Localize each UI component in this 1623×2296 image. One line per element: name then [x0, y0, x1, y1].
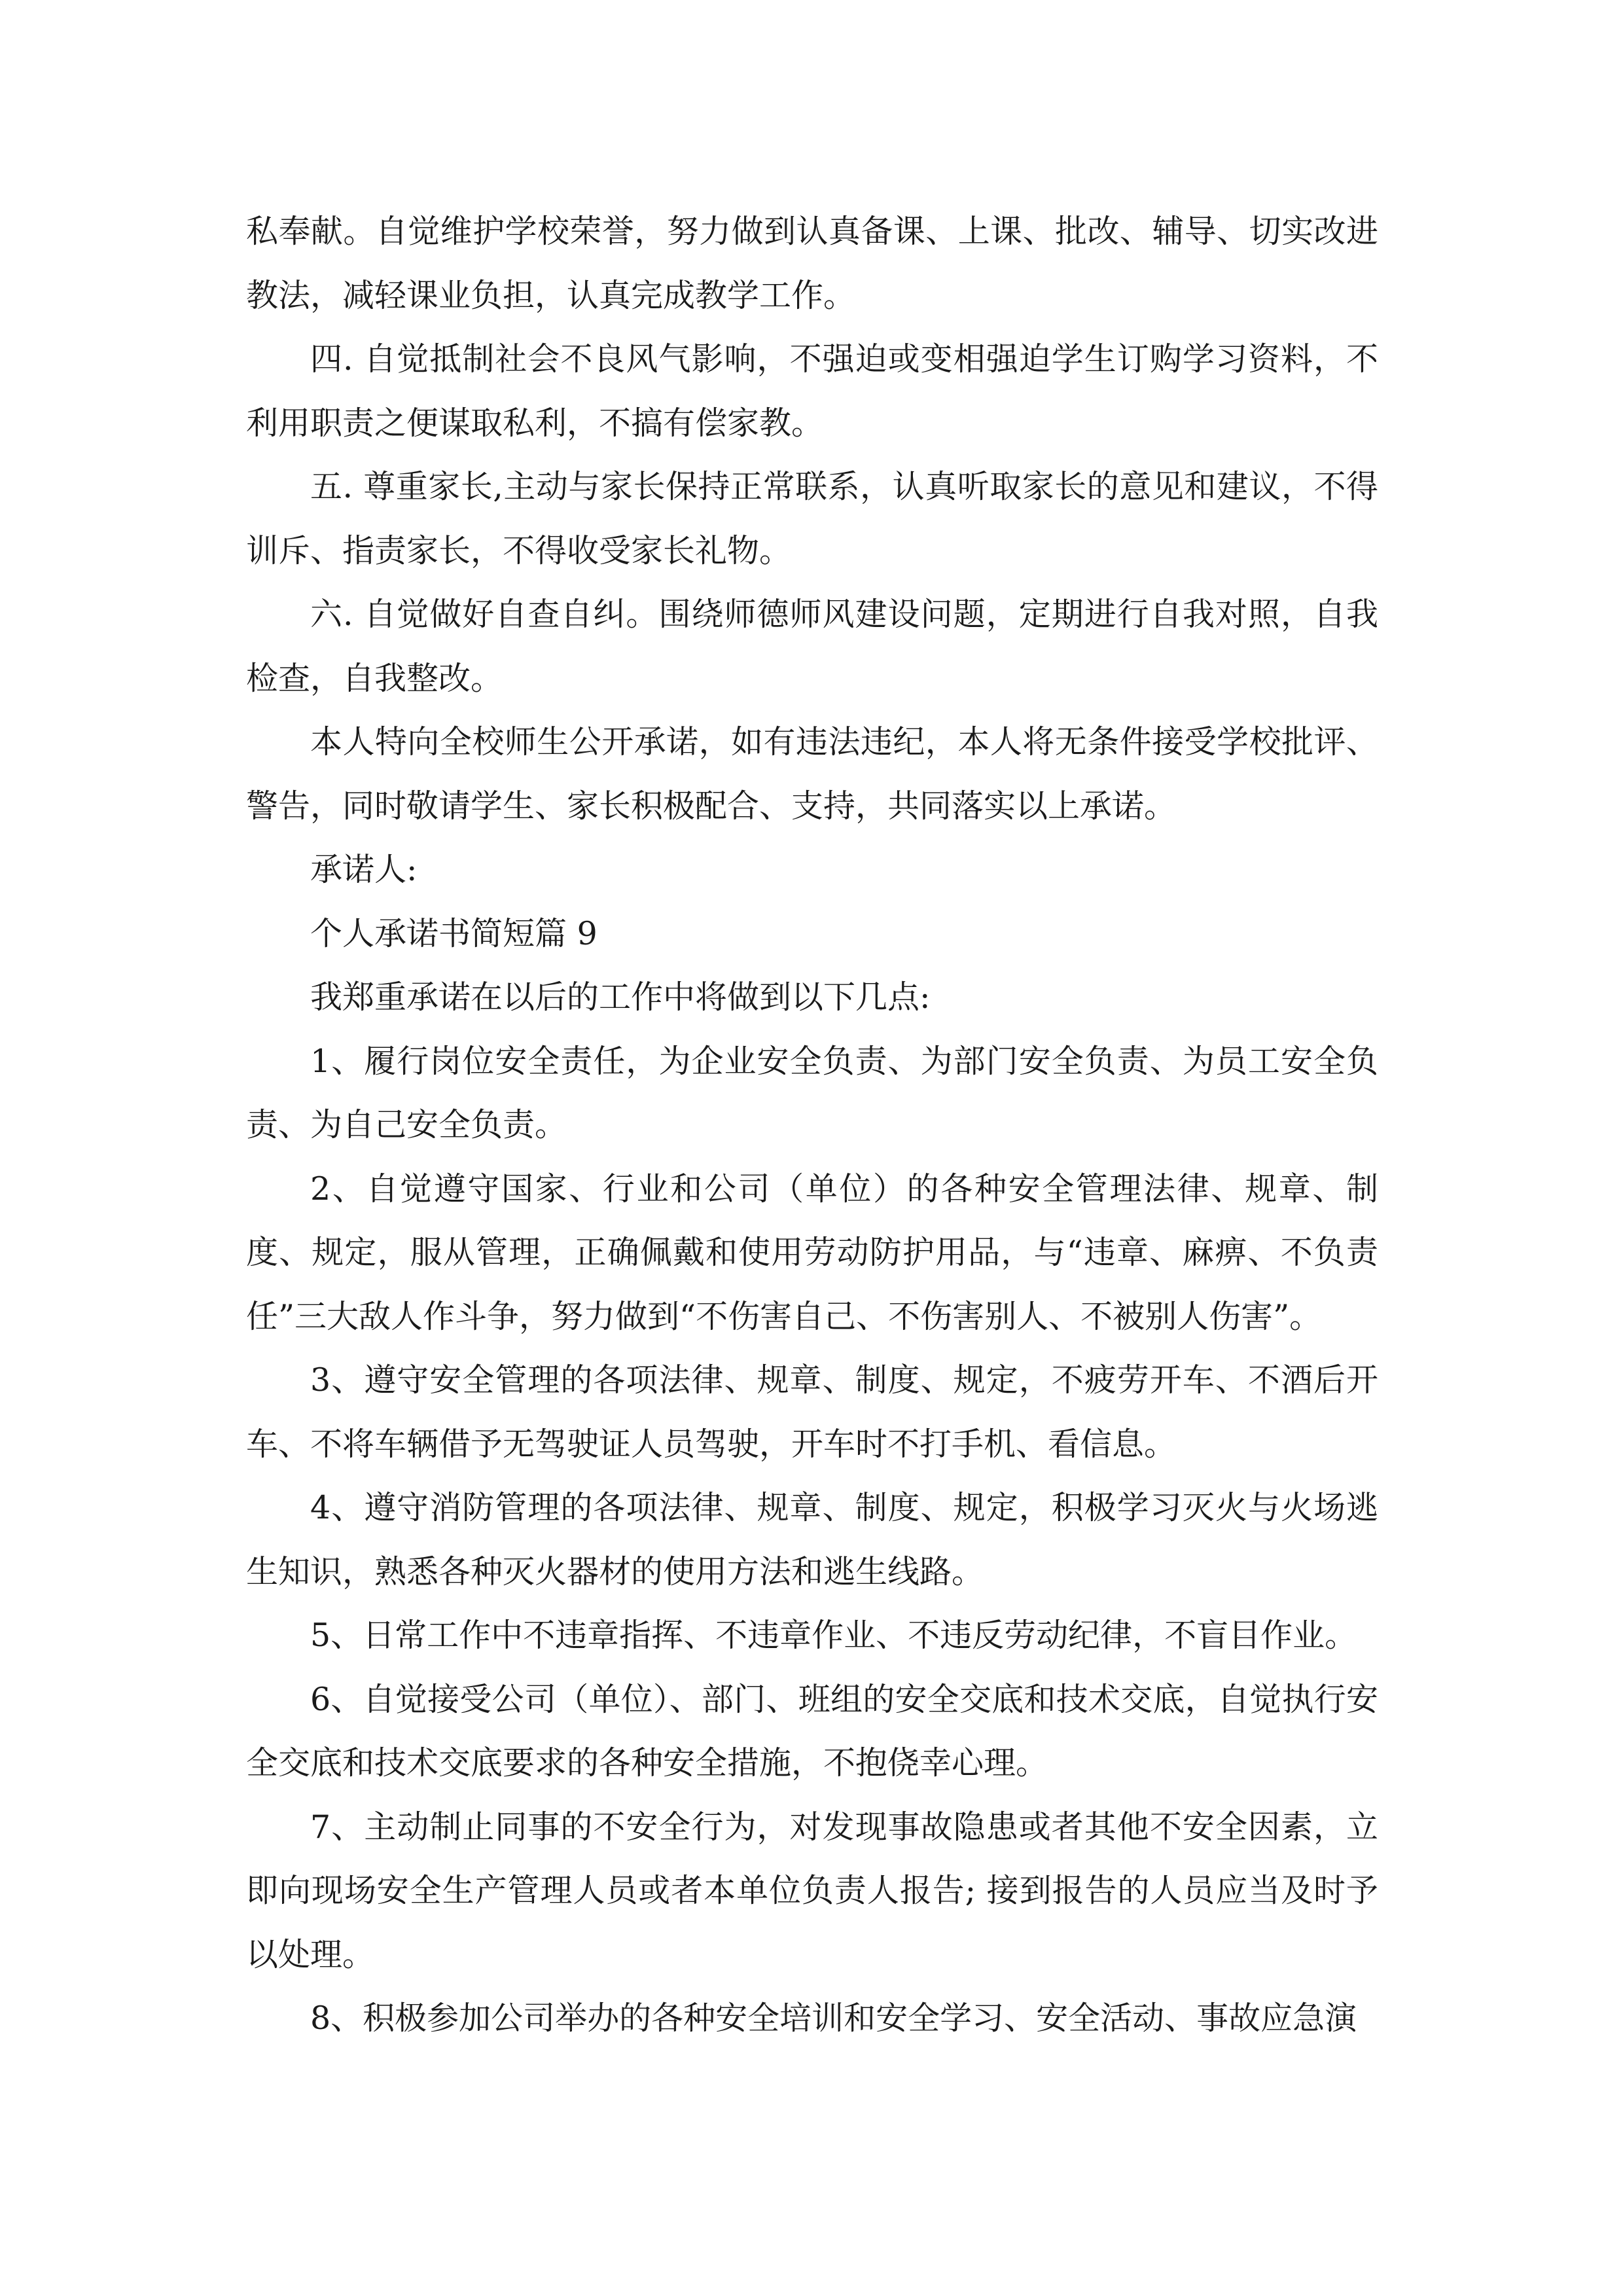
list-item-5: 5、日常工作中不违章指挥、不违章作业、不违反劳动纪律，不盲目作业。	[310, 1617, 1357, 1654]
list-item-6: 6、自觉接受公司（单位）、部门、班组的安全交底和技术交底，自觉执行安全交底和技术交底要求的各种安全措施，不抱侥幸心理。	[246, 1680, 1378, 1782]
paragraph-continuation: 私奉献。自觉维护学校荣誉，努力做到认真备课、上课、批改、辅导、切实改进教法，减轻课业负担，认真完成教学工作。	[246, 213, 1378, 314]
list-item-3: 3、遵守安全管理的各项法律、规章、制度、规定，不疲劳开车、不酒后开车、不将车辆借予无驾驶证人员驾驶，开车时不打手机、看信息。	[246, 1361, 1378, 1463]
list-item-2: 2、自觉遵守国家、行业和公司（单位）的各种安全管理法律、规章、制度、规定，服从管理，正确佩戴和使用劳动防护用品，与“违章、麻痹、不负责任”三大敌人作斗争，努力做到“不伤害自己、不伤害别人、不被别人伤害”。	[246, 1170, 1378, 1335]
paragraph-item-four: 四. 自觉抵制社会不良风气影响，不强迫或变相强迫学生订购学习资料，不利用职责之便谋取私利，不搞有偿家教。	[246, 340, 1378, 442]
paragraph-intro: 我郑重承诺在以后的工作中将做到以下几点:	[310, 978, 931, 1016]
list-item-1: 1、履行岗位安全责任，为企业安全负责、为部门安全负责、为员工安全负责、为自己安全负责。	[246, 1042, 1378, 1143]
document-body	[246, 200, 1378, 2051]
signature-label: 承诺人:	[310, 851, 418, 888]
paragraph-item-five: 五. 尊重家长,主动与家长保持正常联系，认真听取家长的意见和建议，不得训斥、指责家长，不得收受家长礼物。	[246, 468, 1378, 569]
paragraph-item-six: 六. 自觉做好自查自纠。围绕师德师风建设问题，定期进行自我对照，自我检查，自我整改。	[246, 596, 1378, 697]
list-item-4: 4、遵守消防管理的各项法律、规章、制度、规定，积极学习灭火与火场逃生知识，熟悉各种灭火器材的使用方法和逃生线路。	[246, 1489, 1378, 1590]
list-item-8: 8、积极参加公司举办的各种安全培训和安全学习、安全活动、事故应急演	[310, 2000, 1357, 2037]
section-heading: 个人承诺书简短篇 9	[310, 914, 597, 952]
list-item-7: 7、主动制止同事的不安全行为，对发现事故隐患或者其他不安全因素，立即向现场安全生产管理人员或者本单位负责人报告; 接到报告的人员应当及时予以处理。	[246, 1808, 1378, 1973]
paragraph-pledge-statement: 本人特向全校师生公开承诺，如有违法违纪，本人将无条件接受学校批评、警告，同时敬请学生、家长积极配合、支持，共同落实以上承诺。	[246, 723, 1378, 825]
